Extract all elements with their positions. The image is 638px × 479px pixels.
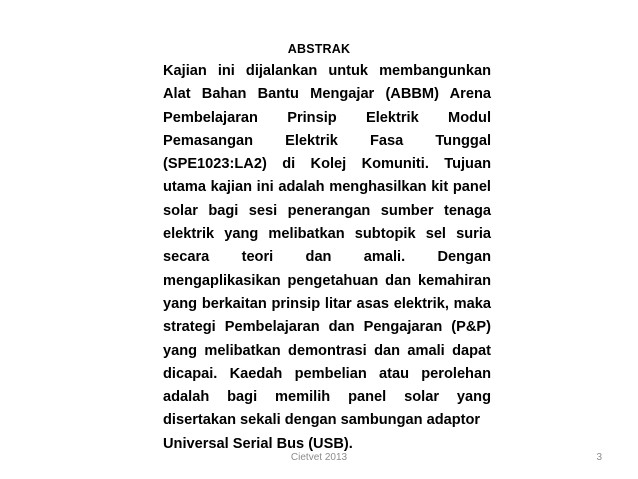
abstract-body-text: Kajian ini dijalankan untuk membangunkan Alat Bahan Bantu Mengajar (ABBM) Arena Pembelajaran Prinsip Elektrik Modul Pemasangan Elektrik Fasa Tunggal (SPE1023:LA2) di Kolej Komuniti. Tujuan utama kajian ini adalah menghasilkan kit panel solar bagi sesi penerangan sumber tenaga elektrik yang melibatkan subtopik sel suria secara teori dan amali. Dengan mengaplikasikan pengetahuan dan kemahiran yang berkaitan prinsip litar asas elektrik, maka strategi Pembelajaran dan Pengajaran (P&P) yang melibatkan demontrasi dan amali dapat dicapai. Kaedah pembelian atau perolehan adalah bagi memilih panel solar yang disertakan sekali dengan sambungan adaptor [163,63,491,429]
abstract-paragraph [163,60,491,456]
page-number: 3 [596,452,602,463]
slide-title: ABSTRAK [287,42,351,56]
abstract-last-line: Universal Serial Bus (USB). [163,435,353,452]
slide-footer: Cietvet 2013 [290,452,348,463]
